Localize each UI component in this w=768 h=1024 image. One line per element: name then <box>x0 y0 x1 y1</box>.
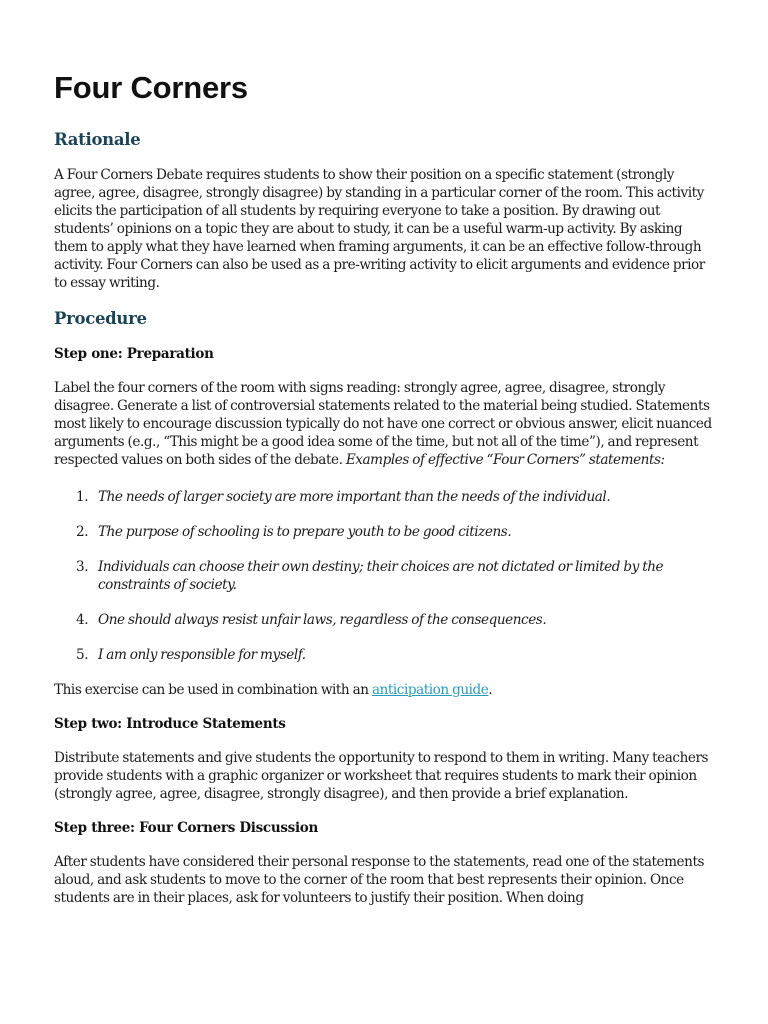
procedure-heading: Procedure <box>54 309 147 328</box>
list-number: 5. <box>76 647 89 663</box>
step-two-heading: Step two: Introduce Statements <box>54 716 286 732</box>
list-item-text: Individuals can choose their own destiny; their choices are not dictated or limited by the constraints of society. <box>98 559 664 593</box>
examples-list <box>54 488 694 664</box>
page-title: Four Corners <box>54 70 248 105</box>
list-item-text: One should always resist unfair laws, regardless of the consequences. <box>98 612 547 628</box>
list-item <box>54 523 694 541</box>
step-three-heading: Step three: Four Corners Discussion <box>54 820 319 836</box>
list-item-text: I am only responsible for myself. <box>98 647 306 663</box>
list-item <box>54 488 694 506</box>
step-two-paragraph: Distribute statements and give students the opportunity to respond to them in writing. Many teachers provide students with a graphic organizer or worksheet that requires students to mark their opinion (strongly agree, agree, disagree, strongly disagree), and then provide a brief explanation. <box>54 750 709 802</box>
step-three-paragraph: After students have considered their personal response to the statements, read one of the statements aloud, and ask students to move to the corner of the room that best represents their opinion. Once students are in their places, ask for volunteers to justify their position. When doing <box>54 854 704 906</box>
anticipation-guide-link[interactable]: anticipation guide <box>371 682 489 698</box>
step-one-paragraph <box>54 379 718 469</box>
list-number: 4. <box>76 612 89 628</box>
list-item-text: The needs of larger society are more important than the needs of the individual. <box>98 489 611 505</box>
list-number: 2. <box>76 524 89 540</box>
list-item-text: The purpose of schooling is to prepare youth to be good citizens. <box>98 524 512 540</box>
list-item <box>54 611 694 629</box>
rationale-paragraph: A Four Corners Debate requires students to show their position on a specific statement (strongly agree, agree, disagree, strongly disagree) by standing in a particular corner of the room. This activity elicits the participation of all students by requiring everyone to take a position. By drawing out students’ opinions on a topic they are about to study, it can be a useful warm-up activity. By asking them to apply what they have learned when framing arguments, it can be an effective follow-through activity. Four Corners can also be used as a pre-writing activity to elicit arguments and evidence prior to essay writing. <box>54 167 705 291</box>
list-number: 3. <box>76 559 89 575</box>
step-one-text: Label the four corners of the room with signs reading: strongly agree, agree, disagree, strongly disagree. Generate a list of controversial statements related to the material being studied. Statements most likely to encourage discussion typically do not have one correct or obvious answer, elicit nuanced arguments (e.g., “This might be a good idea some of the time, but not all of the time”), and represent respected values on both sides of the debate. <box>54 380 712 468</box>
combination-suffix: . <box>488 682 493 698</box>
combination-text: This exercise can be used in combination with an <box>54 682 372 698</box>
rationale-heading: Rationale <box>54 130 141 149</box>
list-number: 1. <box>76 489 89 505</box>
list-item <box>54 646 694 664</box>
combination-paragraph <box>54 681 718 699</box>
list-item <box>54 558 694 594</box>
step-one-heading: Step one: Preparation <box>54 346 214 362</box>
examples-intro: Examples of effective “Four Corners” statements: <box>345 452 665 468</box>
